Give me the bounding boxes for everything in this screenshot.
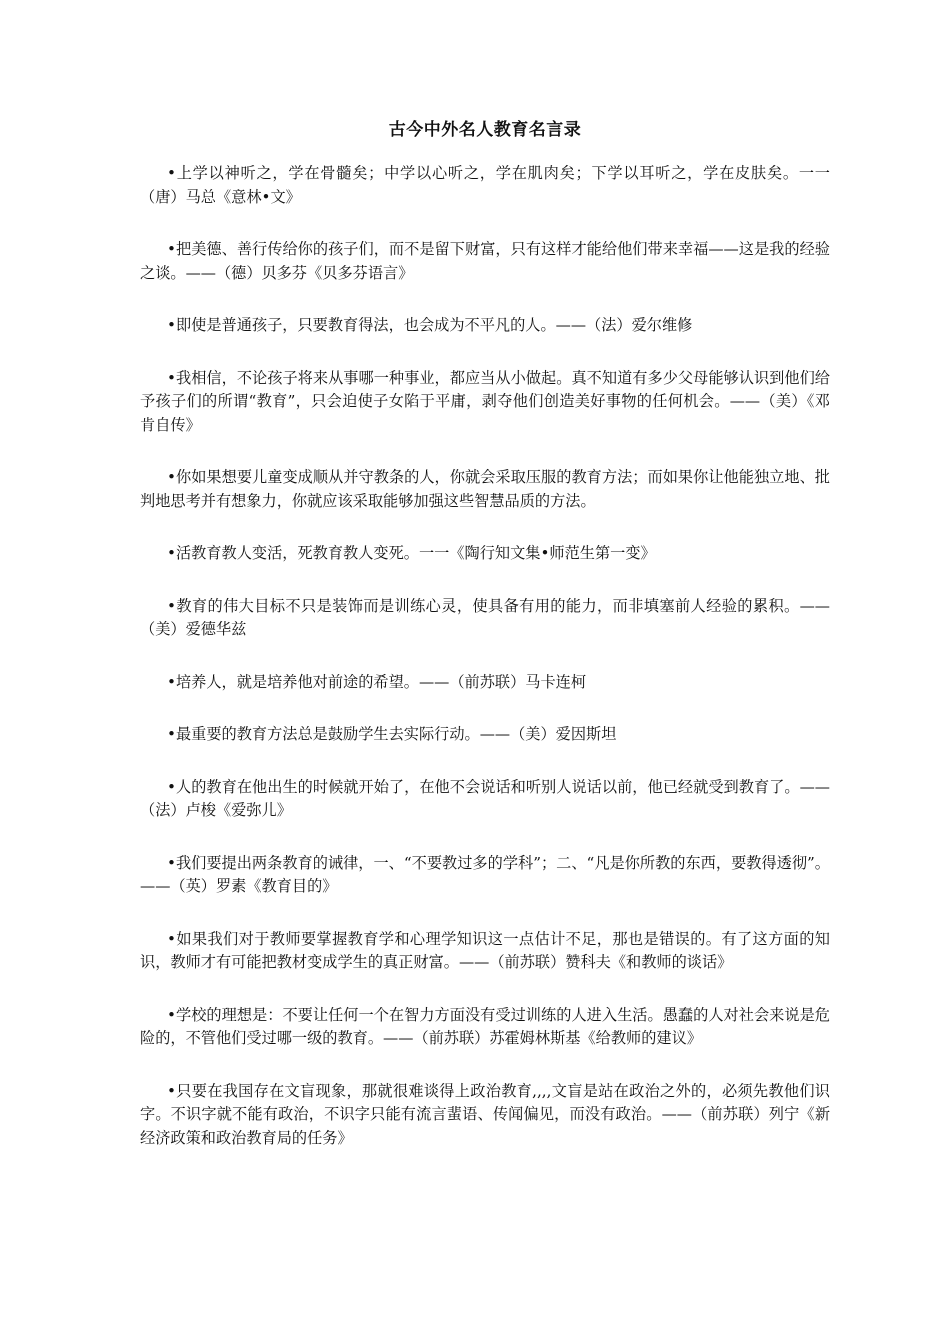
quote-item: •把美德、善行传给你的孩子们，而不是留下财富，只有这样才能给他们带来幸福——这是我的经验之谈。——（德）贝多芬《贝多芬语言》 bbox=[140, 240, 830, 282]
quote-item: •教育的伟大目标不只是装饰而是训练心灵，使具备有用的能力，而非填塞前人经验的累积。——（美）爱德华兹 bbox=[140, 596, 830, 638]
quote-item: •我相信，不论孩子将来从事哪一种事业，都应当从小做起。真不知道有多少父母能够认识到他们给予孩子们的所谓“教育”，只会迫使子女陷于平庸，剥夺他们创造美好事物的任何机会。——（美）《邓肯自传》 bbox=[140, 368, 830, 434]
quote-item: •我们要提出两条教育的诫律，一、“不要教过多的学科”；二、“凡是你所教的东西，要教得透彻”。——（英）罗素《教育目的》 bbox=[140, 853, 830, 895]
quote-item: •上学以神听之，学在骨髓矣；中学以心听之，学在肌肉矣；下学以耳听之，学在皮肤矣。一一（唐）马总《意林•文》 bbox=[140, 164, 830, 206]
quote-item: •人的教育在他出生的时候就开始了，在他不会说话和听别人说话以前，他已经就受到教育了。——（法）卢梭《爱弥儿》 bbox=[140, 777, 830, 819]
quote-item: •培养人，就是培养他对前途的希望。——（前苏联）马卡连柯 bbox=[167, 672, 587, 691]
document-page bbox=[140, 118, 830, 1179]
quote-item: •活教育教人变活，死教育教人变死。一一《陶行知文集•师范生第一变》 bbox=[167, 544, 656, 562]
quote-item: •如果我们对于教师要掌握教育学和心理学知识这一点估计不足，那也是错误的。有了这方面的知识，教师才有可能把教材变成学生的真正财富。——（前苏联）赞科夫《和教师的谈话》 bbox=[140, 929, 830, 971]
page-title: 古今中外名人教育名言录 bbox=[388, 120, 582, 140]
quote-item: •你如果想要儿童变成顺从并守教条的人，你就会采取压服的教育方法；而如果你让他能独立地、批判地思考并有想象力，你就应该采取能够加强这些智慧品质的方法。 bbox=[140, 468, 830, 510]
quote-item: •即使是普通孩子，只要教育得法，也会成为不平凡的人。——（法）爱尔维修 bbox=[167, 316, 693, 334]
quote-item: •只要在我国存在文盲现象，那就很难谈得上政治教育,,,,文盲是站在政治之外的，必须先教他们识字。不识字就不能有政治，不识字只能有流言蜚语、传闻偏见，而没有政治。——（前苏联）列宁《新经济政策和政治教育局的任务》 bbox=[140, 1081, 830, 1147]
quote-item: •最重要的教育方法总是鼓励学生去实际行动。——（美）爱因斯坦 bbox=[167, 725, 617, 743]
quote-item: •学校的理想是：不要让任何一个在智力方面没有受过训练的人进入生活。愚蠢的人对社会来说是危险的，不管他们受过哪一级的教育。——（前苏联）苏霍姆林斯基《给教师的建议》 bbox=[140, 1005, 830, 1047]
